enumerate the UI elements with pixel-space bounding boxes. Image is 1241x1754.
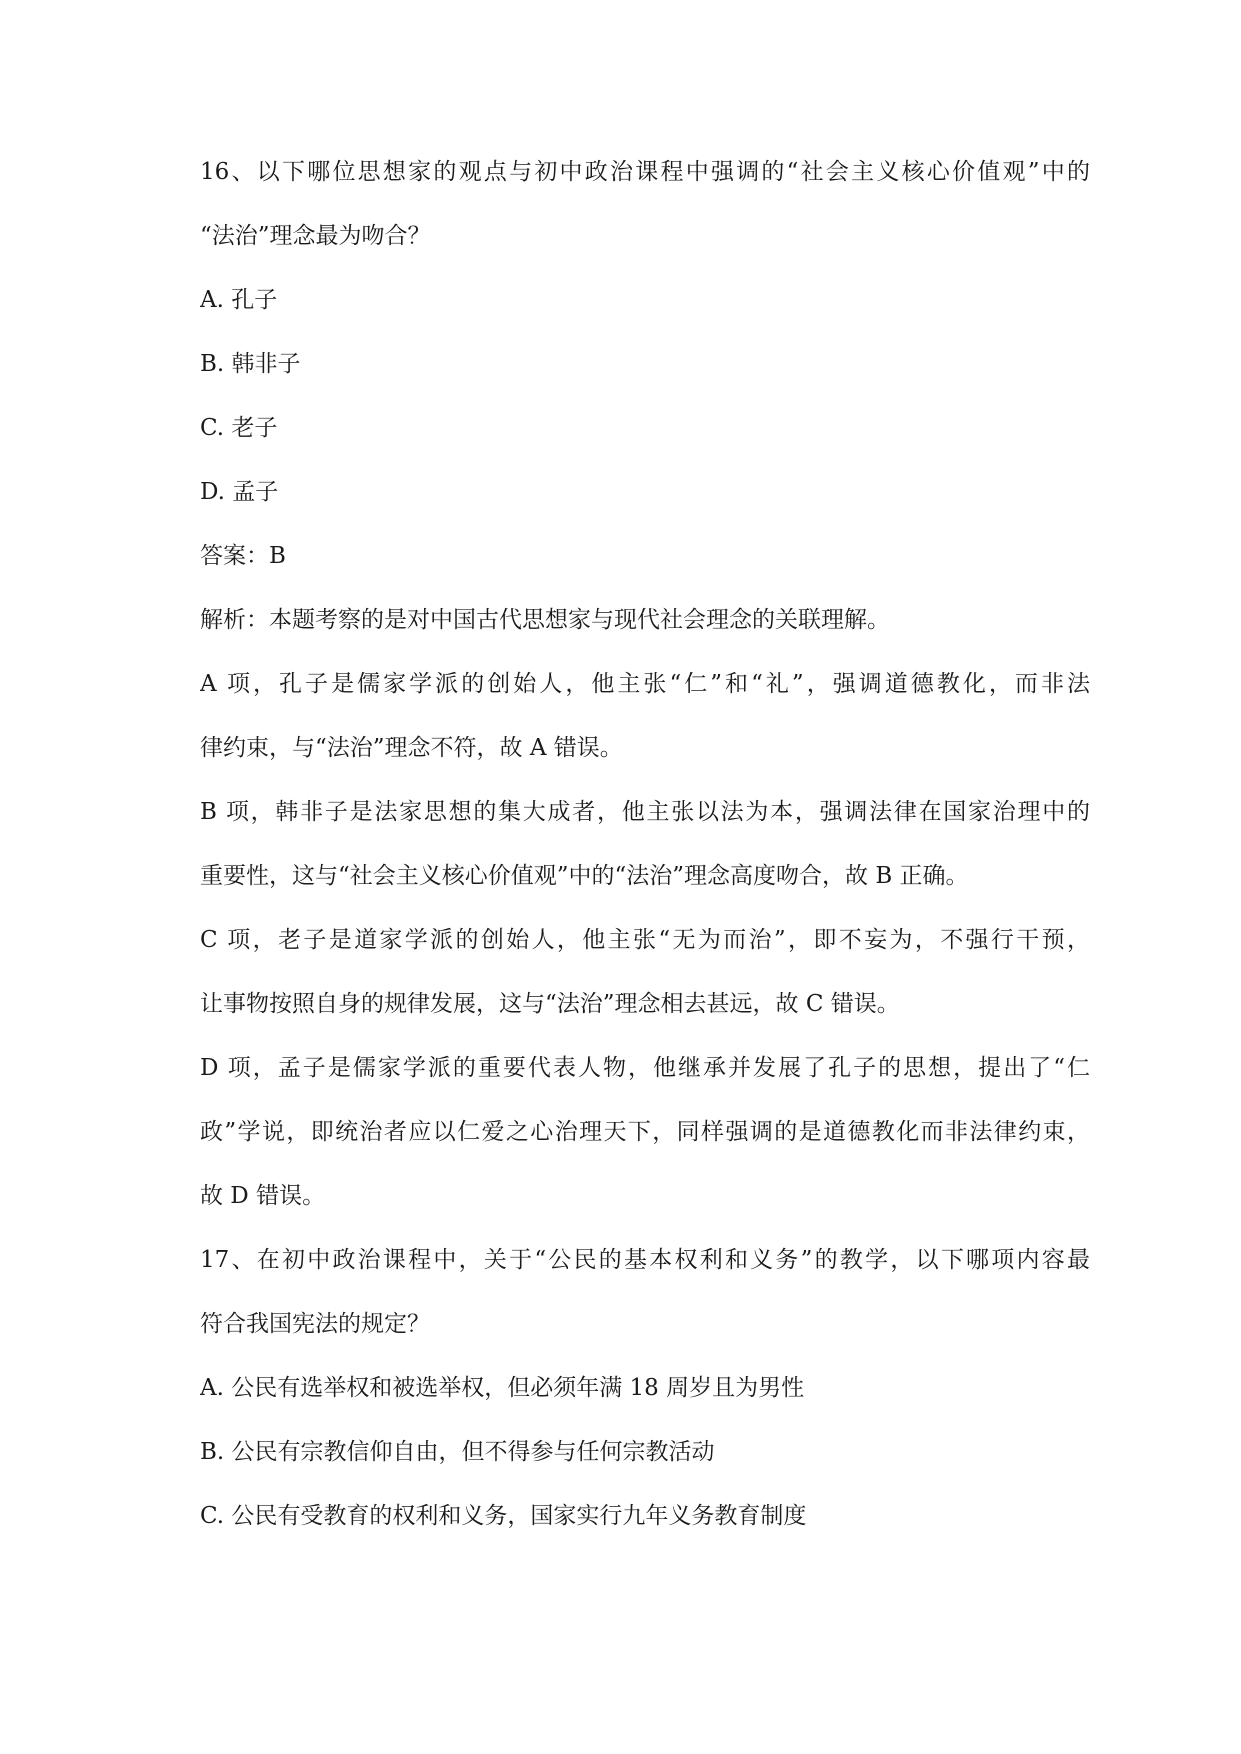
question-17-option-b: B. 公民有宗教信仰自由，但不得参与任何宗教活动 [200, 1439, 715, 1465]
question-16-stem-line-1: 16、以下哪位思想家的观点与初中政治课程中强调的“社会主义核心价值观”中的 [200, 159, 1090, 185]
document-body [200, 140, 1090, 1548]
question-16-option-d: D. 孟子 [200, 479, 279, 505]
question-16-option-b: B. 韩非子 [200, 351, 301, 377]
question-17-stem-line-2: 符合我国宪法的规定？ [200, 1311, 430, 1337]
question-16-stem-line-2: “法治”理念最为吻合？ [200, 223, 431, 249]
question-16-analysis-d-line-1: D 项，孟子是儒家学派的重要代表人物，他继承并发展了孔子的思想，提出了“仁 [200, 1055, 1090, 1081]
question-16-option-a: A. 孔子 [200, 287, 278, 313]
question-16-analysis-b-line-2: 重要性，这与“社会主义核心价值观”中的“法治”理念高度吻合，故 B 正确。 [200, 863, 969, 889]
question-16-analysis-intro: 解析：本题考察的是对中国古代思想家与现代社会理念的关联理解。 [200, 607, 890, 633]
question-17-option-a: A. 公民有选举权和被选举权，但必须年满 18 周岁且为男性 [200, 1375, 805, 1401]
question-17-option-c: C. 公民有受教育的权利和义务，国家实行九年义务教育制度 [200, 1503, 807, 1529]
question-16 [200, 140, 1090, 1228]
question-16-analysis-a-line-2: 律约束，与“法治”理念不符，故 A 错误。 [200, 735, 623, 761]
question-16-analysis-c-line-2: 让事物按照自身的规律发展，这与“法治”理念相去甚远，故 C 错误。 [200, 991, 900, 1017]
question-16-option-c: C. 老子 [200, 415, 278, 441]
question-16-analysis-d-line-3: 故 D 错误。 [200, 1183, 326, 1209]
question-16-analysis-d-line-2: 政”学说，即统治者应以仁爱之心治理天下，同样强调的是道德教化而非法律约束， [200, 1119, 1090, 1145]
question-17 [200, 1228, 1090, 1548]
question-16-analysis-a-line-1: A 项，孔子是儒家学派的创始人，他主张“仁”和“礼”，强调道德教化，而非法 [200, 671, 1090, 697]
question-16-answer: 答案：B [200, 543, 286, 569]
question-16-analysis-b-line-1: B 项，韩非子是法家思想的集大成者，他主张以法为本，强调法律在国家治理中的 [200, 799, 1090, 825]
question-17-stem-line-1: 17、在初中政治课程中，关于“公民的基本权利和义务”的教学，以下哪项内容最 [200, 1247, 1090, 1273]
question-16-analysis-c-line-1: C 项，老子是道家学派的创始人，他主张“无为而治”，即不妄为，不强行干预， [200, 927, 1090, 953]
